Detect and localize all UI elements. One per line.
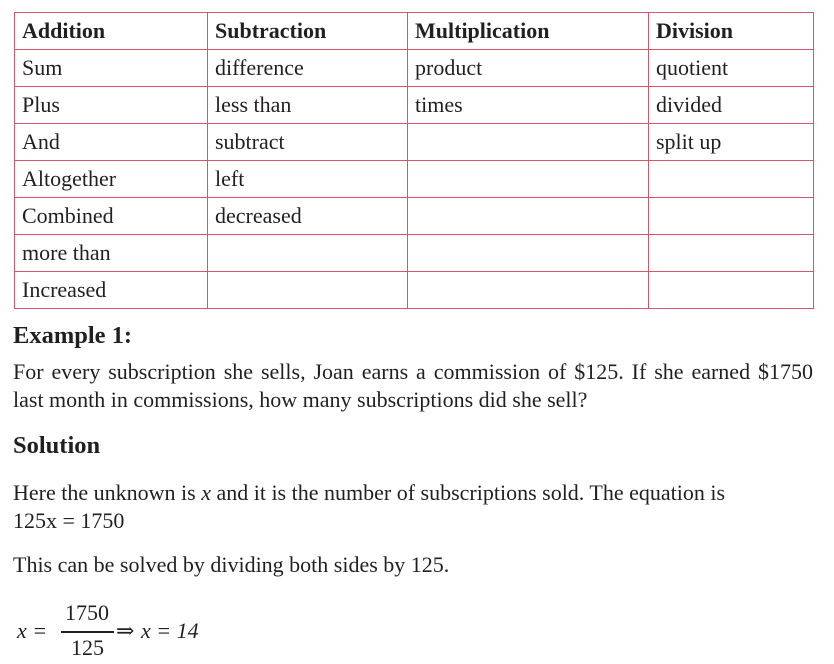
solution-method: This can be solved by dividing both sides by 125. — [13, 552, 450, 577]
table-cell — [408, 161, 649, 198]
table-row — [15, 124, 814, 161]
fraction-result: x = 14 — [141, 618, 199, 643]
table-cell — [649, 272, 814, 309]
fraction-numerator: 1750 — [65, 600, 109, 625]
solution-intro — [13, 479, 813, 507]
solution-heading: Solution — [13, 432, 101, 459]
table-cell: And — [15, 124, 208, 161]
header-multiplication: Multiplication — [408, 13, 649, 50]
table-row — [15, 235, 814, 272]
solution-intro-after: and it is the number of subscriptions sold. The equation is — [210, 480, 726, 505]
keyword-table — [14, 12, 814, 309]
table-cell: difference — [208, 50, 408, 87]
fraction-equation — [14, 600, 314, 660]
table-cell: Combined — [15, 198, 208, 235]
table-cell: product — [408, 50, 649, 87]
unknown-variable: x — [201, 480, 211, 505]
header-addition: Addition — [15, 13, 208, 50]
table-header-row — [15, 13, 814, 50]
fraction-bar — [61, 631, 114, 633]
table-cell — [649, 161, 814, 198]
fraction-denominator: 125 — [71, 635, 104, 660]
table-cell: less than — [208, 87, 408, 124]
table-cell — [208, 235, 408, 272]
table-cell: divided — [649, 87, 814, 124]
header-division: Division — [649, 13, 814, 50]
table-cell — [408, 198, 649, 235]
example-heading: Example 1: — [13, 322, 133, 349]
table-cell — [649, 235, 814, 272]
table-row — [15, 87, 814, 124]
header-subtraction: Subtraction — [208, 13, 408, 50]
solution-intro-before: Here the unknown is — [13, 480, 202, 505]
table-cell — [208, 272, 408, 309]
table-cell: split up — [649, 124, 814, 161]
table-cell — [408, 124, 649, 161]
table-cell — [408, 272, 649, 309]
table-cell: Plus — [15, 87, 208, 124]
table-row — [15, 161, 814, 198]
example-text: For every subscription she sells, Joan earns a commission of $125. If she earned $1750 last month in commissions, how many subscriptions did she sell? — [13, 359, 813, 412]
table-cell: Sum — [15, 50, 208, 87]
implies-arrow: ⇒ — [116, 618, 135, 643]
table-cell: more than — [15, 235, 208, 272]
equation: 125x = 1750 — [13, 508, 125, 533]
table-row — [15, 272, 814, 309]
table-cell: decreased — [208, 198, 408, 235]
table-cell — [408, 235, 649, 272]
table-cell: quotient — [649, 50, 814, 87]
table-cell — [649, 198, 814, 235]
table-cell: subtract — [208, 124, 408, 161]
table-cell: times — [408, 87, 649, 124]
fraction-lhs: x = — [17, 618, 48, 643]
table-cell: Increased — [15, 272, 208, 309]
table-cell: left — [208, 161, 408, 198]
table-row — [15, 50, 814, 87]
table-row — [15, 198, 814, 235]
table-cell: Altogether — [15, 161, 208, 198]
